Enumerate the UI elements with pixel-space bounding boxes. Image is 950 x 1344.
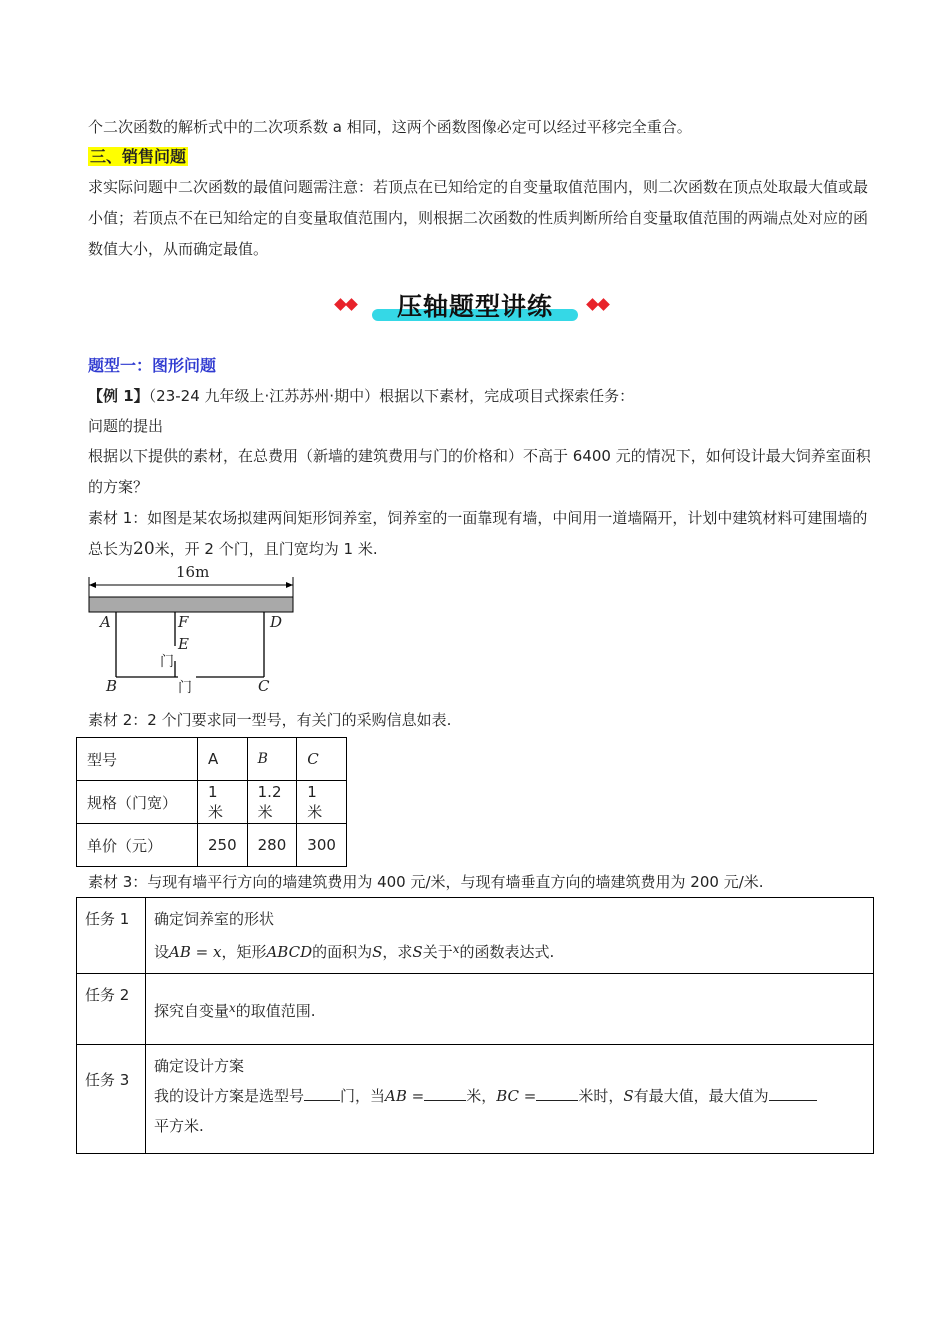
bc-value-blank[interactable]: [536, 1084, 578, 1101]
banner-title: 压轴题型讲练: [396, 292, 553, 321]
section3-title: 三、销售问题: [90, 147, 187, 166]
ab-value-blank[interactable]: [424, 1084, 466, 1101]
table-cell: 单价（元）: [77, 824, 198, 867]
task3-tail: 平方米.: [154, 1117, 204, 1135]
farm-diagram-svg: [88, 571, 308, 701]
table-cell: 280: [247, 824, 297, 867]
table-cell: C: [297, 738, 347, 781]
table-row: [77, 824, 347, 867]
arrow-right-icon: [286, 582, 293, 588]
table-row: [77, 898, 874, 974]
table-cell: 250: [198, 824, 248, 867]
task1-text: 设AB = x，矩形ABCD的面积为S，求S关于$^x$的函数表达式.: [154, 942, 555, 961]
arrow-left-icon: [89, 582, 96, 588]
task3-title: 确定设计方案: [154, 1057, 245, 1075]
question-heading: 问题的提出: [88, 417, 164, 435]
table-cell: 1.2 米: [247, 781, 297, 824]
section3-text: 求实际问题中二次函数的最值问题需注意：若顶点在已知给定的自变量取值范围内，则二次函数在顶点处取最大值或最小值；若顶点不在已知给定的自变量取值范围内，则根据二次函数的性质判断所给自变量取值范围的两端点处对应的函数值大小，从而确定最值。: [88, 178, 869, 258]
table-row: [77, 1045, 874, 1154]
point-a-label: A: [100, 613, 111, 631]
length-label: 16m: [176, 563, 210, 581]
banner: [88, 275, 876, 343]
door2-label: 门: [178, 680, 192, 696]
door-table: [76, 737, 347, 867]
intro-tail-text: 个二次函数的解析式中的二次项系数 a 相同，这两个函数图像必定可以经过平移完全重合。: [88, 118, 692, 136]
section3-heading: [88, 142, 876, 172]
task1-content: [146, 898, 874, 974]
table-cell: 1 米: [297, 781, 347, 824]
task2-content: 探究自变量$^x$的取值范围.: [146, 974, 874, 1045]
table-cell: 300: [297, 824, 347, 867]
example-source: （23-24 九年级上·江苏苏州·期中）根据以下素材，完成项目式探索任务：: [148, 387, 635, 405]
table-cell: A: [198, 738, 248, 781]
example-intro: [88, 381, 876, 411]
table-cell: 规格（门宽）: [77, 781, 198, 824]
task1-title: 确定饲养室的形状: [154, 910, 275, 928]
max-value-blank[interactable]: [769, 1084, 817, 1101]
farm-diagram: [88, 563, 308, 701]
door1-label: 门: [160, 654, 174, 670]
tasks-table: [76, 897, 874, 1154]
point-f-label: F: [178, 613, 189, 631]
table-row: [77, 781, 347, 824]
point-c-label: C: [258, 677, 270, 695]
table-cell: B: [247, 738, 297, 781]
material3-text: 素材 3：与现有墙平行方向的墙建筑费用为 400 元/米，与现有墙垂直方向的墙建筑费用为 200 元/米.: [88, 873, 764, 891]
point-d-label: D: [270, 613, 283, 631]
type1-heading: 题型一：图形问题: [88, 356, 217, 375]
material1-text: 素材 1：如图是某农场拟建两间矩形饲养室，饲养室的一面靠现有墙，中间用一道墙隔开，计划中建筑材料可建围墙的总长为20米，开 2 个门，且门宽均为 1 米.: [88, 509, 868, 559]
wall-length-value: 20: [133, 539, 155, 559]
diamond-left-icon: [336, 300, 356, 309]
table-row: [77, 974, 874, 1045]
question-text: 根据以下提供的素材，在总费用（新墙的建筑费用与门的价格和）不高于 6400 元的情况下，如何设计最大饲养室面积的方案？: [88, 447, 871, 496]
table-row: [77, 738, 347, 781]
document-page: [85, 112, 876, 1154]
diamond-right-icon: [588, 300, 608, 309]
example-label: 【例 1】: [88, 387, 149, 405]
existing-wall: [89, 597, 293, 612]
task3-label: 任务 3: [77, 1045, 146, 1154]
task1-label: 任务 1: [77, 898, 146, 974]
task3-text: 我的设计方案是选型号 门，当AB = 米，BC = 米时，S有最大值，最大值为: [154, 1081, 865, 1111]
task2-label: 任务 2: [77, 974, 146, 1045]
door-type-blank[interactable]: [304, 1084, 340, 1101]
table-cell: 1 米: [198, 781, 248, 824]
task3-content: [146, 1045, 874, 1154]
table-cell: 型号: [77, 738, 198, 781]
point-b-label: B: [106, 677, 118, 695]
material2-text: 素材 2：2 个门要求同一型号，有关门的采购信息如表.: [88, 711, 452, 729]
point-e-label: E: [178, 635, 189, 653]
